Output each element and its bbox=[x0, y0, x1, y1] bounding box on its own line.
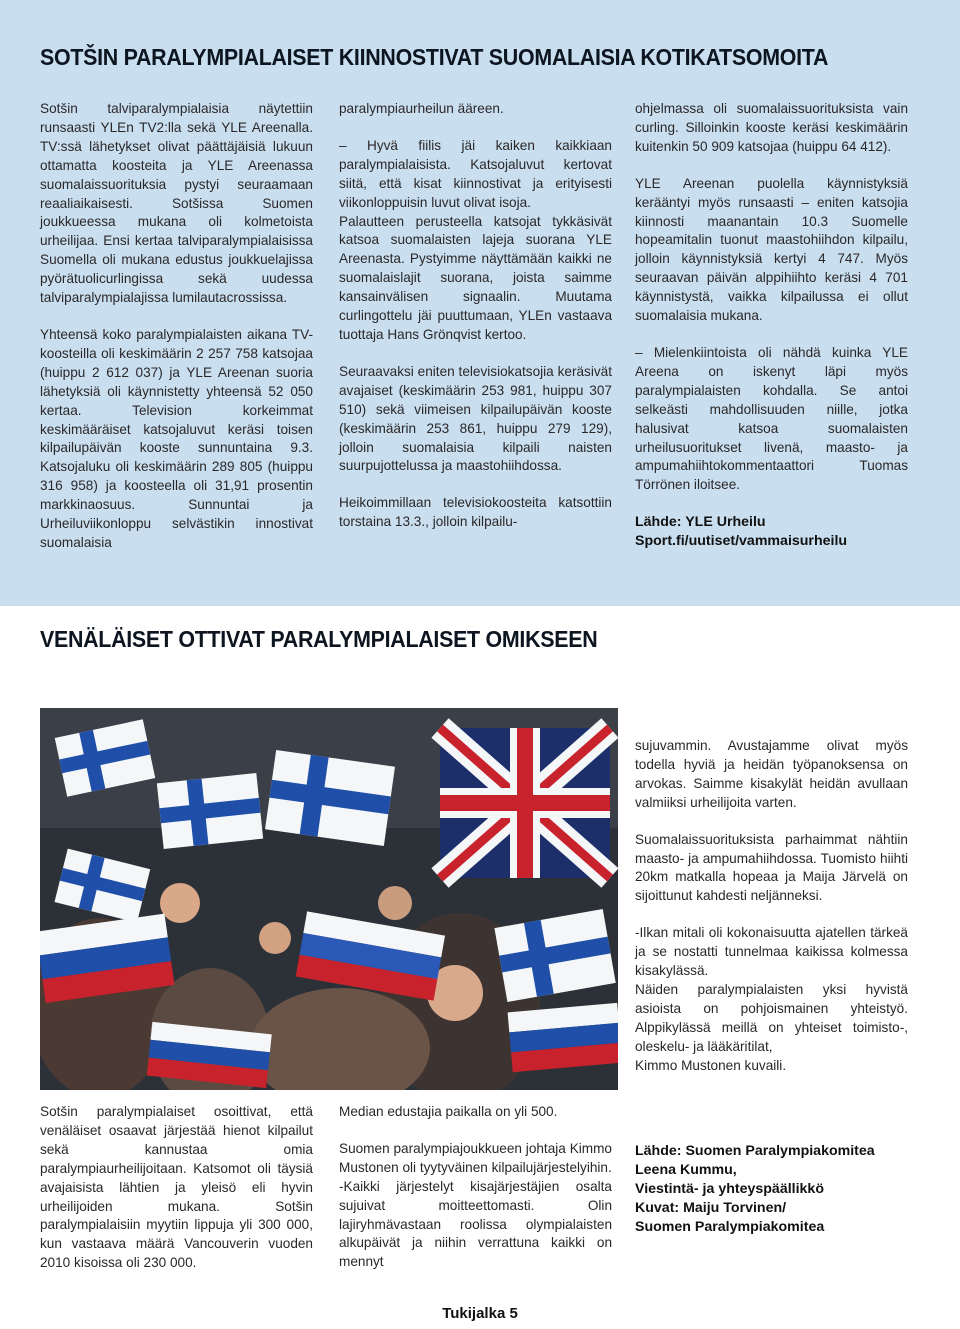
paragraph: -Ilkan mitali oli kokonaisuutta ajatellen tärkeä ja se nostatti tunnelmaa kaikissa kolmessa kisakylässä. bbox=[635, 925, 908, 979]
photo-credits bbox=[635, 1142, 935, 1237]
credit-line: Suomen Paralympiakomitea bbox=[635, 1219, 825, 1235]
paragraph: Suomen paralympiajoukkueen johtaja Kimmo Mustonen oli tyytyväinen kilpailujärjestelyihin. bbox=[339, 1140, 612, 1175]
article-column-2 bbox=[339, 100, 612, 532]
paragraph: Yhteensä koko paralympialaisten aikana TV-koosteilla oli keskimäärin 2 257 758 katsojaa (huippu 2 612 037) ja YLE Areenan suoria lähetyksiä oli käynnistetty yhteensä 52 050 kertaa. Television korkeimmat keskimääräiset katsojaluvut keräsi toisen kilpailupäivän kooste sunnuntaina 9.3. Katsojaluku oli keskimäärin 289 805 (huippu 316 958) ja koosteella oli 31,91 prosentin markkinaosuus. Sunnuntai ja Urheiluviikonloppu selvästikin innostivat suomalaisia bbox=[40, 326, 313, 550]
article-title: SOTŠIN PARALYMPIALAISET KIINNOSTIVAT SUOMALAISIA KOTIKATSOMOITA bbox=[40, 44, 829, 70]
paragraph: -Kaikki järjestelyt kisajärjestäjien osalta sujuivat moitteettomasti. Olin lajiryhmävastaan roolissa olympialaisten alkupäivät ja niihin verrattuna kaikki on mennyt bbox=[339, 1178, 612, 1270]
paragraph: – Hyvä fiilis jäi kaiken kaikkiaan paralympialaisista. Katsojaluvut kertovat siitä, että kisat kiinnostivat ja erityisesti viikonloppuisin luvut olivat isoja. bbox=[339, 137, 612, 210]
paragraph: Sotšin talviparalympialaisia näytettiin runsaasti YLEn TV2:lla sekä YLE Areenalla. TV:ssä lähetykset olivat päättäjäisiä lukuun ottamatta koosteita ja YLE Areenassa suomalaissuorituksia pystyi seuraamaan reaaliaikaisesti. Sotšissa Suomen joukkueessa mukana oli kolmetoista urheilijaa. Ensi kertaa talviparalympialaisissa Suomella oli mukana edustus joukkuelajissa pyörätuolicurlingissa sekä uudessa talviparalympialajissa lumilautacrossissa. bbox=[40, 101, 313, 306]
paragraph: Palautteen perusteella katsojat tykkäsivät katsoa suomalaisten lajeja suorana YLE Areenasta. Pystyimme näyttämään kaikki ne suomalaislajit suorana, joista saimme kansainvälisen signaalin. Muutama curlingottelu jäi puuttumaan, YLEn vastaava tuottaja Hans Grönqvist kertoo. bbox=[339, 213, 612, 342]
credit-line: Leena Kummu, bbox=[635, 1162, 737, 1178]
article2-right-column bbox=[635, 737, 908, 1076]
paragraph: Seuraavaksi eniten televisiokatsojia keräsivät avajaiset (keskimäärin 253 981, huippu 307 510) sekä viimeisen kilpailupäivän kooste (keskimäärin 253 861, huippu 279 129), jolloin suomalaisia kilpaili naisten suurpujottelussa ja maastohiihdossa. bbox=[339, 363, 612, 474]
credit-line: Lähde: Suomen Paralympiakomitea bbox=[635, 1143, 875, 1159]
paragraph: Kimmo Mustonen kuvaili. bbox=[635, 1057, 787, 1073]
credit-line: Viestintä- ja yhteyspäällikkö bbox=[635, 1181, 824, 1197]
source-line: Lähde: YLE Urheilu bbox=[635, 514, 766, 531]
paragraph: Heikoimmillaan televisiokoosteita katsottiin torstaina 13.3., jolloin kilpailu- bbox=[339, 495, 612, 530]
article-title: VENÄLÄISET OTTIVAT PARALYMPIALAISET OMIKSEEN bbox=[40, 626, 598, 652]
article-column-1 bbox=[40, 100, 313, 553]
page-footer: Tukijalka 5 bbox=[442, 1305, 518, 1322]
article2-bottom-mid-column bbox=[339, 1103, 612, 1272]
paragraph: Suomalaissuorituksista parhaimmat nähtiin maasto- ja ampumahiihdossa. Tuomisto hiihti 20km matkalla hopeaa ja Maija Järvelä on sijoittunut kahdesti neljänneksi. bbox=[635, 831, 908, 904]
credit-line: Kuvat: Maiju Torvinen/ bbox=[635, 1200, 787, 1216]
paragraph: Median edustajia paikalla on yli 500. bbox=[339, 1104, 558, 1119]
article2-bottom-left-column bbox=[40, 1103, 313, 1273]
paragraph: Sotšin paralympialaiset osoittivat, että venäläiset osaavat järjestää hienot kilpailut sekä kannustaa omia paralympiaurheilijoitaan. Katsomot oli täysiä avajaisista lähtien ja yleisö eli hyvin urheilijoiden mukana. Sotšin paralympialaisiin myytiin lippuja yli 300 000, kun vastaava määrä Vancouverin vuoden 2010 kisoissa oli 230 000. bbox=[40, 1104, 313, 1271]
paragraph: ohjelmassa oli suomalaissuorituksista vain curling. Silloinkin kooste keräsi keskimäärin kuitenkin 50 909 katsojaa (huippu 64 412). bbox=[635, 101, 908, 154]
source-line: Sport.fi/uutiset/vammaisurheilu bbox=[635, 533, 848, 550]
crowd-photo-with-flags bbox=[40, 708, 618, 1090]
paragraph: sujuvammin. Avustajamme olivat myös todella hyviä ja heidän työpanoksensa on arvokas. Saimme kisakylät heidän avullaan valmiiksi urheilijoita varten. bbox=[635, 738, 908, 810]
article-column-3 bbox=[635, 100, 908, 551]
paragraph: YLE Areenan puolella käynnistyksiä kerääntyi myös runsaasti – eniten katsojia kiinnosti maanantain 10.3 Suomelle hopeamitalin tuonut maastohiihdon kilpailu, jolloin käynnistyksiä kertyi 4 747. Myös seuraavan päivän alppihiihto keräsi 4 701 käynnistystä, vaikka kilpailussa ei ollut suomalaisia mukana. bbox=[635, 175, 908, 324]
paragraph: Näiden paralympialaisten yksi hyvistä asioista on pohjoismainen yhteistyö. Alppikylässä meillä on yhteiset toimisto-, oleskelu- ja lääkäritilat, bbox=[635, 981, 908, 1054]
paragraph: paralympiaurheilun ääreen. bbox=[339, 101, 504, 116]
paragraph: – Mielenkiintoista oli nähdä kuinka YLE Areena on iskenyt läpi myös paralympialaisten kohdalla. Se antoi selkeästi mahdollisuuden niille, jotka halusivat katsoa suomalaisten urheilusuoritukset livenä, maasto- ja ampumahiihtokommentaattori Tuomas Törrönen iloitsee. bbox=[635, 344, 908, 493]
